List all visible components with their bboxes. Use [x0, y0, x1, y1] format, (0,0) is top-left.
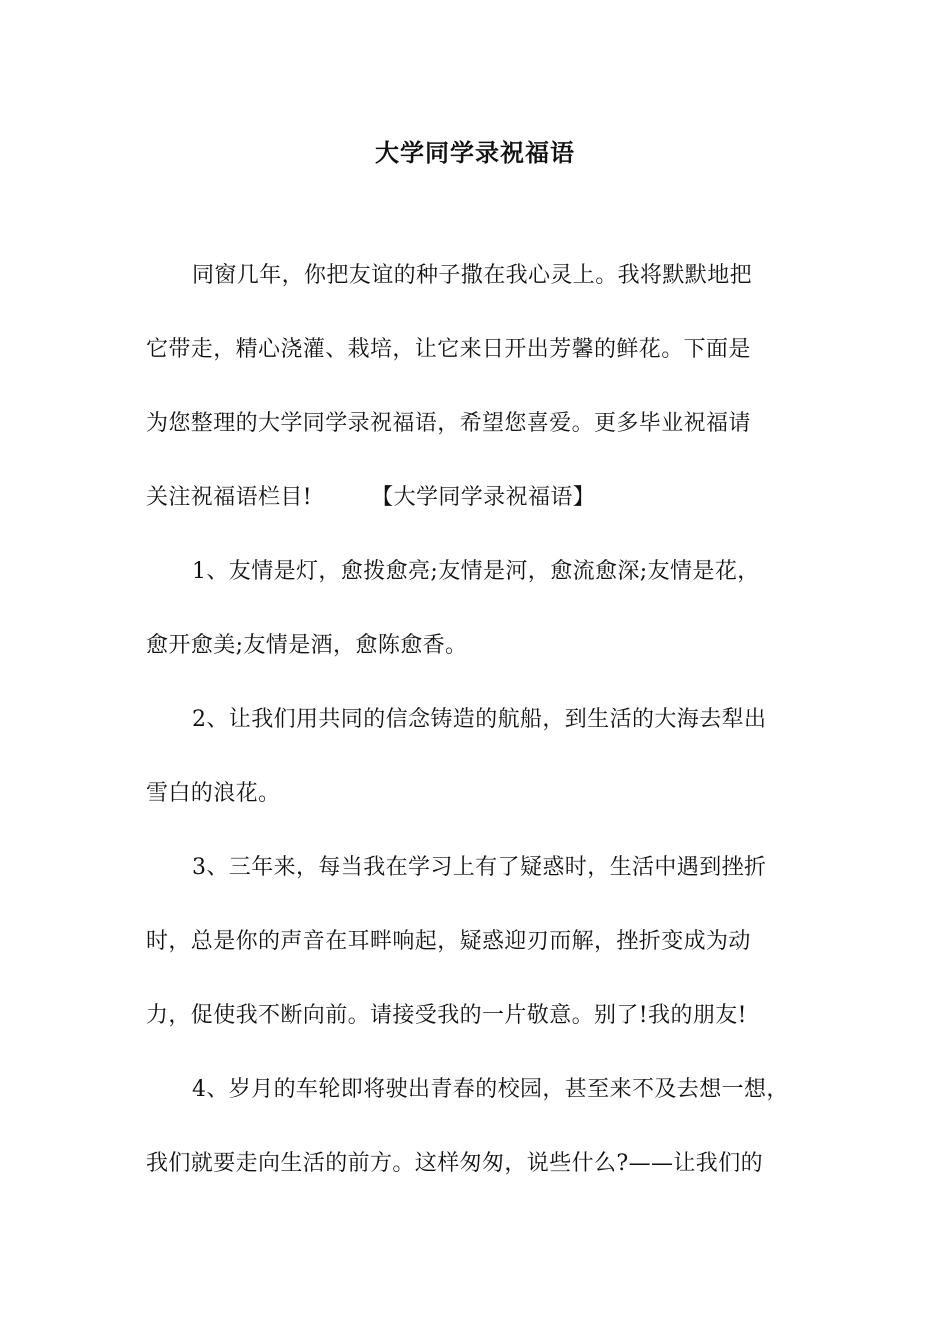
- text-line: 2、让我们用共同的信念铸造的航船，到生活的大海去犁出: [192, 707, 767, 732]
- text-line: 为您整理的大学同学录祝福语，希望您喜爱。更多毕业祝福请: [146, 411, 751, 436]
- text-line: 1、友情是灯，愈拨愈亮;友情是河，愈流愈深;友情是花，: [192, 559, 760, 584]
- text-line: 力，促使我不断向前。请接受我的一片敬意。别了!我的朋友!: [146, 1003, 747, 1028]
- text-line: 我们就要走向生活的前方。这样匆匆，说些什么?——让我们的: [146, 1151, 763, 1176]
- text-line: 4、岁月的车轮即将驶出青春的校园，甚至来不及去想一想，: [192, 1077, 789, 1102]
- text-line: 雪白的浪花。: [146, 781, 281, 806]
- text-line: 同窗几年，你把友谊的种子撒在我心灵上。我将默默地把: [192, 263, 753, 288]
- text-line: 它带走，精心浇灌、栽培，让它来日开出芳馨的鲜花。下面是: [146, 337, 751, 362]
- text-line: 3、三年来，每当我在学习上有了疑惑时，生活中遇到挫折: [192, 855, 767, 880]
- text-line: 愈开愈美;友情是酒，愈陈愈香。: [146, 633, 468, 658]
- text-line: 关注祝福语栏目! 【大学同学录祝福语】: [146, 485, 596, 510]
- page-title: 大学同学录祝福语: [375, 138, 575, 167]
- text-line: 时，总是你的声音在耳畔响起，疑惑迎刃而解，挫折变成为动: [146, 929, 751, 954]
